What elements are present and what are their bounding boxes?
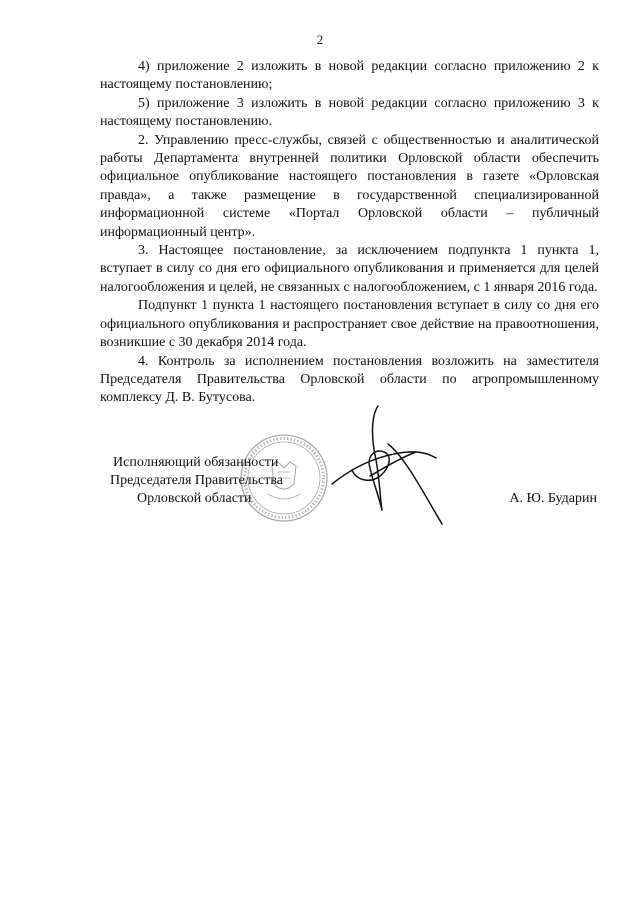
page-number: 2 — [316, 32, 324, 47]
paragraph-effective-date: 3. Настоящее постановление, за исключением подпункта 1 пункта 1, вступает в силу со дня его официального опубликования и применяется для целей налогообложения и целей, не связанных с налогообложением, с 1 января 2016 года. — [100, 243, 599, 295]
signatory-title-line-1: Исполняющий обязанности — [113, 455, 279, 470]
paragraph-press-service: 2. Управлению пресс-службы, связей с общественностью и аналитической работы Департамента внутренней политики Орловской области обеспечить официальное опубликование настоящего постановления в газете «Орловская правда», а также размещение в государственной специализированной информационной системе «Портал Орловской области – публичный информационный центр». — [100, 132, 599, 240]
signatory-title-line-2: Председателя Правительства — [110, 473, 284, 488]
handwritten-signature-icon — [318, 398, 458, 538]
paragraph-item-4: 4) приложение 2 изложить в новой редакции согласно приложению 2 к настоящему постановлению; — [100, 59, 599, 93]
signatory-name: А. Ю. Бударин — [509, 491, 597, 506]
paragraph-control: 4. Контроль за исполнением постановления возложить на заместителя Председателя Правительства Орловской области по агропромышленному комплексу Д. В. Бутусова. — [100, 353, 599, 406]
signatory-title-line-3: Орловской области — [137, 491, 252, 506]
paragraph-item-5: 5) приложение 3 изложить в новой редакции согласно приложению 3 к настоящему постановлению. — [100, 95, 599, 130]
paragraph-subclause-effect: Подпункт 1 пункта 1 настоящего постановления вступает в силу со дня его официального опубликования и распространяет свое действие на правоотношения, возникшие с 30 декабря 2014 года. — [100, 298, 599, 351]
document-body — [100, 58, 599, 408]
